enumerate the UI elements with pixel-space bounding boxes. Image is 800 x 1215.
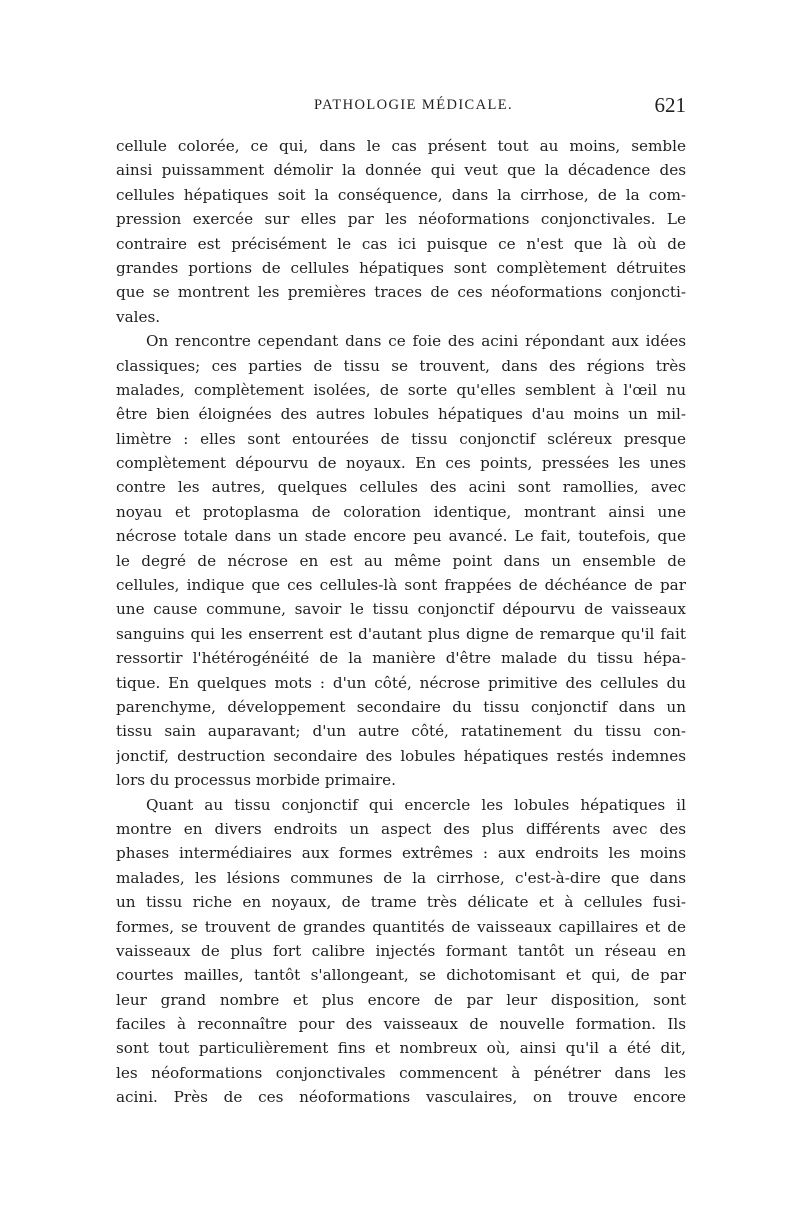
text-line: malades, les lésions communes de la cirrhose, c'est-à-dire que dans <box>116 868 686 887</box>
text-line: tissu sain auparavant; d'un autre côté, ratatinement du tissu con- <box>116 722 686 741</box>
text-line: vales. <box>116 307 161 326</box>
text-line: que se montrent les premières traces de ces néoformations conjoncti- <box>116 283 686 302</box>
text-line: un tissu riche en noyaux, de trame très délicate et à cellules fusi- <box>116 893 686 912</box>
text-line: lors du processus morbide primaire. <box>116 771 396 790</box>
text-line: limètre : elles sont entourées de tissu conjonctif scléreux presque <box>116 429 686 448</box>
text-line: cellules hépatiques soit la conséquence, dans la cirrhose, de la com- <box>116 185 686 204</box>
body-text <box>116 134 686 1110</box>
text-line: le degré de nécrose en est au même point dans un ensemble de <box>116 551 686 570</box>
text-line: classiques; ces parties de tissu se trouvent, dans des régions très <box>116 356 686 375</box>
text-line: être bien éloignées des autres lobules hépatiques d'au moins un mil- <box>116 405 686 424</box>
page-header <box>116 93 686 123</box>
text-line: les néoformations conjonctivales commencent à pénétrer dans les <box>116 1063 686 1082</box>
text-line: contre les autres, quelques cellules des acini sont ramollies, avec <box>116 478 686 497</box>
text-line: une cause commune, savoir le tissu conjonctif dépourvu de vaisseaux <box>116 600 686 619</box>
text-line: noyau et protoplasma de coloration identique, montrant ainsi une <box>116 502 686 521</box>
page-number: 621 <box>654 93 686 117</box>
text-line: parenchyme, développement secondaire du tissu conjonctif dans un <box>116 697 686 716</box>
text-line: On rencontre cependant dans ce foie des acini répondant aux idées <box>146 332 686 351</box>
text-line: sanguins qui les enserrent est d'autant plus digne de remarque qu'il fait <box>116 624 686 643</box>
text-line: phases intermédiaires aux formes extrêmes : aux endroits les moins <box>116 844 686 863</box>
text-line: cellules, indique que ces cellules-là sont frappées de déchéance de par <box>116 576 686 595</box>
text-line: pression exercée sur elles par les néoformations conjonctivales. Le <box>116 210 686 229</box>
text-line: leur grand nombre et plus encore de par leur disposition, sont <box>116 990 686 1009</box>
text-line: malades, complètement isolées, de sorte qu'elles semblent à l'œil nu <box>116 380 686 399</box>
text-line: faciles à reconnaître pour des vaisseaux de nouvelle formation. Ils <box>116 1015 686 1034</box>
text-line: grandes portions de cellules hépatiques sont complètement détruites <box>116 258 686 277</box>
text-line: contraire est précisément le cas ici puisque ce n'est que là où de <box>116 234 686 253</box>
text-line: courtes mailles, tantôt s'allongeant, se dichotomisant et qui, de par <box>116 966 686 985</box>
text-line: formes, se trouvent de grandes quantités de vaisseaux capillaires et de <box>116 917 686 936</box>
text-line: montre en divers endroits un aspect des plus différents avec des <box>116 819 686 838</box>
text-line: cellule colorée, ce qui, dans le cas présent tout au moins, semble <box>116 137 686 155</box>
running-title: PATHOLOGIE MÉDICALE. <box>314 97 514 113</box>
text-line: vaisseaux de plus fort calibre injectés formant tantôt un réseau en <box>116 941 686 960</box>
text-line: complètement dépourvu de noyaux. En ces points, pressées les unes <box>116 454 686 473</box>
text-line: Quant au tissu conjonctif qui encercle les lobules hépatiques il <box>146 795 686 814</box>
text-line: jonctif, destruction secondaire des lobules hépatiques restés indemnes <box>116 746 686 765</box>
text-line: acini. Près de ces néoformations vasculaires, on trouve encore <box>116 1088 686 1107</box>
text-line: tique. En quelques mots : d'un côté, nécrose primitive des cellules du <box>116 673 686 692</box>
text-line: ressortir l'hétérogénéité de la manière d'être malade du tissu hépa- <box>116 649 686 668</box>
text-line: nécrose totale dans un stade encore peu avancé. Le fait, toutefois, que <box>116 527 686 546</box>
text-line: sont tout particulièrement fins et nombreux où, ainsi qu'il a été dit, <box>116 1039 686 1058</box>
text-line: ainsi puissamment démolir la donnée qui veut que la décadence des <box>116 161 686 180</box>
